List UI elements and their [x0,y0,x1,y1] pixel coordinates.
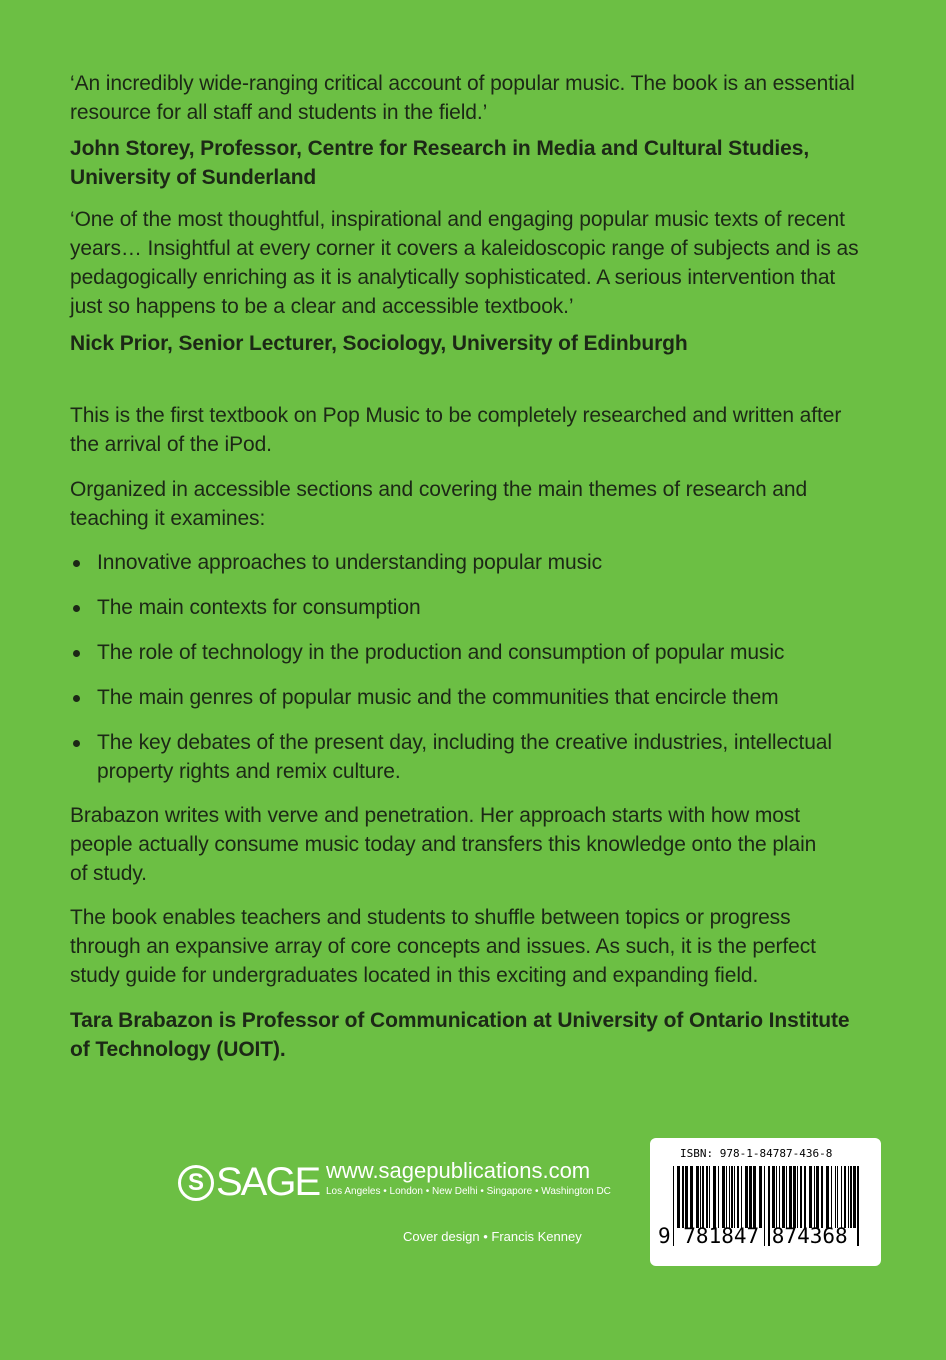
bullet-icon [73,650,80,657]
barcode-bar [685,1166,688,1228]
bullet-icon [73,695,80,702]
barcode-digits: 9 781847 874368 [658,1224,848,1248]
paragraph-line: The book enables teachers and students to shuffle between topics or progress [70,906,791,929]
bullet-item-text: The main genres of popular music and the communities that encircle them [97,686,779,709]
paragraph-line: pedagogically enriching as it is analytically sophisticated. A serious intervention that [70,266,836,289]
barcode-bar [857,1166,859,1246]
barcode-bar [800,1166,802,1228]
barcode-bar [726,1166,727,1228]
barcode-box [650,1138,881,1266]
paragraph-line: just so happens to be a clear and accessible textbook.’ [70,295,574,318]
paragraph-line: ‘An incredibly wide-ranging critical account of popular music. The book is an essential [70,72,855,95]
barcode-bar [677,1166,680,1228]
barcode-bar [848,1166,849,1228]
barcode-bar [776,1166,777,1228]
barcode-bar [816,1166,819,1228]
barcode-bar [722,1166,725,1228]
bullet-item-text: The role of technology in the production and consumption of popular music [97,641,785,664]
barcode-bar [835,1166,836,1228]
barcode-bar [700,1166,701,1228]
sage-logo [178,1160,319,1205]
barcode-bar [814,1166,815,1228]
barcode-bar [821,1166,823,1228]
barcode-bar [786,1166,787,1228]
paragraph-line: of Technology (UOIT). [70,1038,286,1061]
paragraph-line: John Storey, Professor, Centre for Research in Media and Cultural Studies, [70,137,810,160]
barcode-bar [759,1166,762,1228]
sage-wordmark: SAGE [216,1160,320,1204]
publisher-cities: Los Angeles • London • New Delhi • Singapore • Washington DC [326,1186,611,1197]
barcode-bar [782,1166,785,1228]
paragraph-line: years… Insightful at every corner it covers a kaleidoscopic range of subjects and is as [70,237,859,260]
paragraph-line: of study. [70,862,147,885]
cover-design-credit: Cover design • Francis Kenney [403,1229,582,1244]
barcode-bar [718,1166,719,1228]
paragraph-line: This is the first textbook on Pop Music to be completely researched and written after [70,404,842,427]
paragraph-line: teaching it examines: [70,507,266,530]
barcode-bar [804,1166,806,1228]
barcode-bar [741,1166,742,1228]
barcode-bar [826,1166,829,1228]
barcode-bar [690,1166,693,1228]
barcode-bar [734,1166,735,1228]
barcode-bar [737,1166,739,1228]
bullet-item-text: The main contexts for consumption [97,596,421,619]
paragraph-line: the arrival of the iPod. [70,433,272,456]
barcode-bar [850,1166,852,1228]
isbn-label: ISBN: 978-1-84787-436-8 [680,1147,833,1160]
bullet-icon [73,740,80,747]
bullet-item-text: Innovative approaches to understanding popular music [97,551,602,574]
barcode-bar [682,1166,684,1228]
barcode-bar [809,1166,812,1228]
barcode-bar [702,1166,704,1228]
barcode-bar [709,1166,710,1228]
paragraph-line: through an expansive array of core concepts and issues. As such, it is the perfect [70,935,816,958]
paragraph-line: Nick Prior, Senior Lecturer, Sociology, University of Edinburgh [70,332,688,355]
barcode-bar [749,1166,752,1228]
barcode-bar [729,1166,730,1228]
paragraph-line: University of Sunderland [70,166,317,189]
sage-s-icon: S [178,1165,214,1201]
barcode-bar [745,1166,748,1228]
barcode-bar [772,1166,775,1228]
barcode-bar [696,1166,699,1228]
barcode-bar [753,1166,756,1228]
barcode-bar [713,1166,716,1228]
paragraph-line: ‘One of the most thoughtful, inspirational and engaging popular music texts of recent [70,208,845,231]
barcode-bar [837,1166,838,1228]
barcode-bar [793,1166,796,1228]
bullet-icon [73,605,80,612]
bullet-item-text: The key debates of the present day, including the creative industries, intellectual [97,731,832,754]
barcode-bar [797,1166,798,1228]
bullet-icon [73,560,80,567]
paragraph-line: Brabazon writes with verve and penetration. Her approach starts with how most [70,804,800,827]
barcode-bar [706,1166,708,1228]
barcode-bar [779,1166,780,1228]
paragraph-line: Organized in accessible sections and covering the main themes of research and [70,478,808,501]
barcode-bar [841,1166,842,1228]
paragraph-line: study guide for undergraduates located in this exciting and expanding field. [70,964,759,987]
barcode-bar [731,1166,733,1228]
barcode-bar [831,1166,832,1228]
paragraph-line: people actually consume music today and transfers this knowledge onto the plain [70,833,817,856]
bullet-item-text: property rights and remix culture. [97,760,401,783]
paragraph-line: resource for all staff and students in the field.’ [70,101,488,124]
publisher-url: www.sagepublications.com [326,1158,591,1183]
barcode-bar [789,1166,792,1228]
barcode-bar [844,1166,846,1228]
barcode-bar [853,1166,856,1228]
paragraph-line: Tara Brabazon is Professor of Communication at University of Ontario Institute [70,1009,850,1032]
